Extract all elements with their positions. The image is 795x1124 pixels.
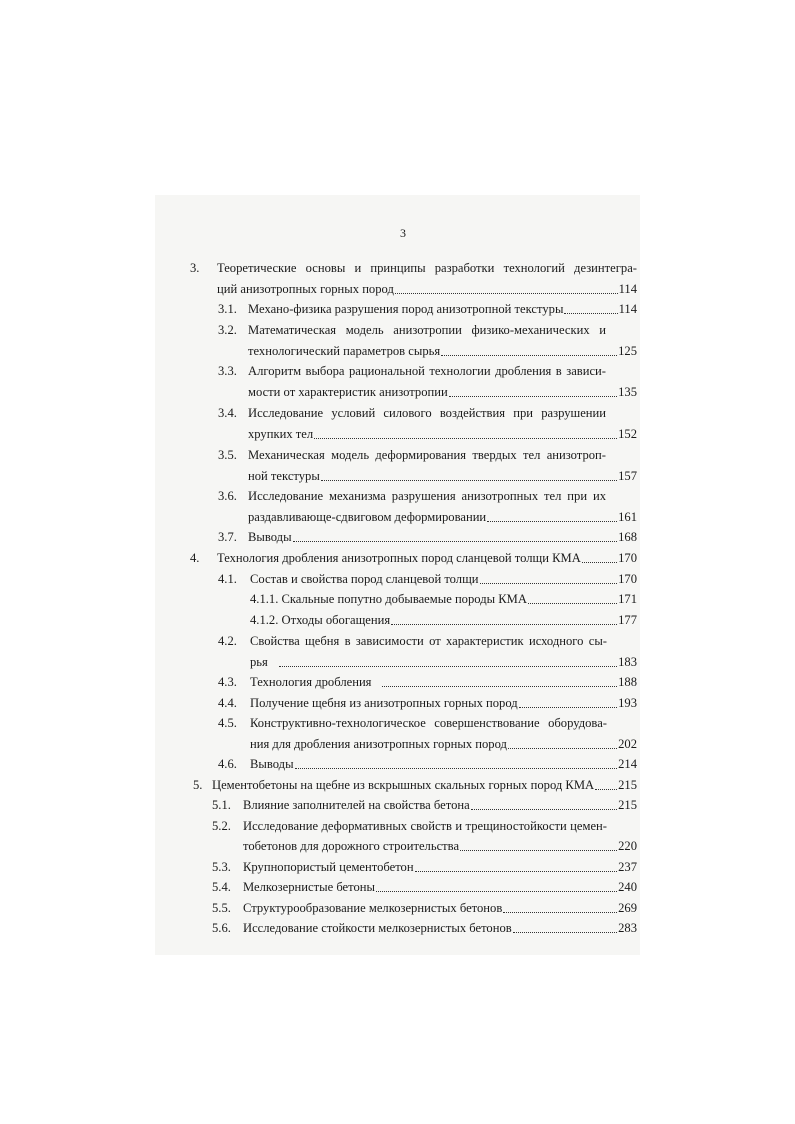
toc-entry[interactable]: Исследование стойкости мелкозернистых бетонов 283 [243,918,637,938]
leader-dots [582,562,617,563]
toc-entry[interactable]: ния для дробления анизотропных горных пород 202 [250,734,637,754]
toc-entry[interactable]: раздавливающе-сдвиговом деформировании 161 [248,507,637,527]
toc-page: 168 [618,530,637,544]
toc-page: 240 [618,880,637,894]
toc-number: 4.3. [218,675,237,689]
toc-entry-text: Конструктивно-технологическое совершенствование оборудова- [250,716,607,730]
toc-page: 202 [618,737,637,751]
toc-number: 5.1. [212,798,231,812]
toc-number: 3.6. [218,489,237,503]
toc-number: 4.1. [218,572,237,586]
toc-entry[interactable]: Мелкозернистые бетоны 240 [243,877,637,897]
toc-number: 4.4. [218,696,237,710]
toc-page: 170 [618,572,637,586]
leader-dots [519,707,617,708]
toc-page: 214 [618,757,637,771]
leader-dots [321,480,617,481]
toc-entry[interactable]: рья 183 [250,652,637,672]
leader-dots [528,603,617,604]
leader-dots [487,521,617,522]
leader-dots [480,583,618,584]
toc-page: 283 [618,921,637,935]
toc-number: 3.3. [218,364,237,378]
toc-number: 5.2. [212,819,231,833]
toc-entry[interactable]: Цементобетоны на щебне из вскрышных скальных горных пород КМА 215 [212,775,637,795]
toc-entry-text: Исследование деформативных свойств и трещиностойкости цемен- [243,819,607,833]
leader-dots [376,891,617,892]
toc-number: 4.5. [218,716,237,730]
toc-entry-text: Математическая модель анизотропии физико-механических и [248,323,606,337]
toc-page: 237 [618,860,637,874]
leader-dots [295,768,618,769]
toc-entry-text: Исследование условий силового воздействия при разрушении [248,406,606,420]
toc-page: 193 [618,696,637,710]
leader-dots [508,748,617,749]
toc-number: 4. [190,551,200,565]
leader-dots [503,912,617,913]
leader-dots [460,850,617,851]
leader-dots [595,789,617,790]
toc-entry[interactable]: 4.1.2. Отходы обогащения 177 [250,610,637,630]
toc-number: 3. [190,261,200,275]
leader-dots [449,396,617,397]
toc-entry[interactable]: Технология дробления 188 [250,672,637,692]
toc-entry-text: Теоретические основы и принципы разработки технологий дезинтегра- [217,261,637,275]
toc-entry-text: Исследование механизма разрушения анизотропных тел при их [248,489,606,503]
toc-page: 220 [618,839,637,853]
toc-entry[interactable]: 4.1.1. Скальные попутно добываемые породы КМА 171 [250,589,637,609]
leader-dots [441,355,617,356]
leader-dots [564,313,617,314]
leader-dots [279,666,617,667]
toc-page: 170 [618,551,637,565]
toc-number: 3.2. [218,323,237,337]
toc-page: 135 [618,385,637,399]
toc-entry[interactable]: Получение щебня из анизотропных горных пород 193 [250,693,637,713]
toc-number: 3.4. [218,406,237,420]
toc-number: 5.3. [212,860,231,874]
toc-page: 125 [618,344,637,358]
toc-page: 215 [618,778,637,792]
toc-number: 4.6. [218,757,237,771]
toc-page: 152 [618,427,637,441]
toc-page: 269 [618,901,637,915]
toc-entry-text: Механическая модель деформирования твердых тел анизотроп- [248,448,606,462]
toc-page: 183 [618,655,637,669]
toc-entry[interactable]: Структурообразование мелкозернистых бетонов 269 [243,898,637,918]
toc-number: 3.1. [218,302,237,316]
toc-entry[interactable]: ций анизотропных горных пород 114 [217,279,637,299]
leader-dots [293,541,618,542]
toc-entry[interactable]: Механо-физика разрушения пород анизотропной текстуры 114 [248,299,637,319]
toc-number: 5.4. [212,880,231,894]
toc-page: 161 [618,510,637,524]
leader-dots [314,438,617,439]
toc-entry-text: Свойства щебня в зависимости от характеристик исходного сы- [250,634,607,648]
toc-number: 4.2. [218,634,237,648]
leader-dots [395,293,618,294]
toc-entry[interactable]: мости от характеристик анизотропии 135 [248,382,637,402]
toc-page: 114 [618,282,637,296]
toc-entry[interactable]: Выводы 168 [248,527,637,547]
toc-page: 188 [618,675,637,689]
toc-entry[interactable]: Крупнопористый цементобетон 237 [243,857,637,877]
toc-number: 5. [193,778,203,792]
toc-number: 3.7. [218,530,237,544]
toc-entry[interactable]: технологический параметров сырья 125 [248,341,637,361]
toc-entry[interactable]: хрупких тел 152 [248,424,637,444]
page-number: 3 [400,226,406,240]
toc-page: 114 [618,302,637,316]
toc-entry[interactable]: Выводы 214 [250,754,637,774]
leader-dots [415,871,618,872]
toc-entry[interactable]: Влияние заполнителей на свойства бетона 215 [243,795,637,815]
toc-page: 157 [618,469,637,483]
toc-entry[interactable]: Состав и свойства пород сланцевой толщи 170 [250,569,637,589]
leader-dots [391,624,617,625]
toc-page: 215 [618,798,637,812]
toc-page: 171 [618,592,637,606]
toc-entry[interactable]: ной текстуры 157 [248,466,637,486]
toc-entry-text: Алгоритм выбора рациональной технологии дробления в зависи- [248,364,606,378]
toc-page: 177 [618,613,637,627]
toc-entry[interactable]: тобетонов для дорожного строительства 220 [243,836,637,856]
toc-number: 5.6. [212,921,231,935]
toc-number: 5.5. [212,901,231,915]
toc-entry[interactable]: Технология дробления анизотропных пород сланцевой толщи КМА 170 [217,548,637,568]
toc-number: 3.5. [218,448,237,462]
leader-dots [382,686,617,687]
leader-dots [513,932,617,933]
leader-dots [471,809,617,810]
